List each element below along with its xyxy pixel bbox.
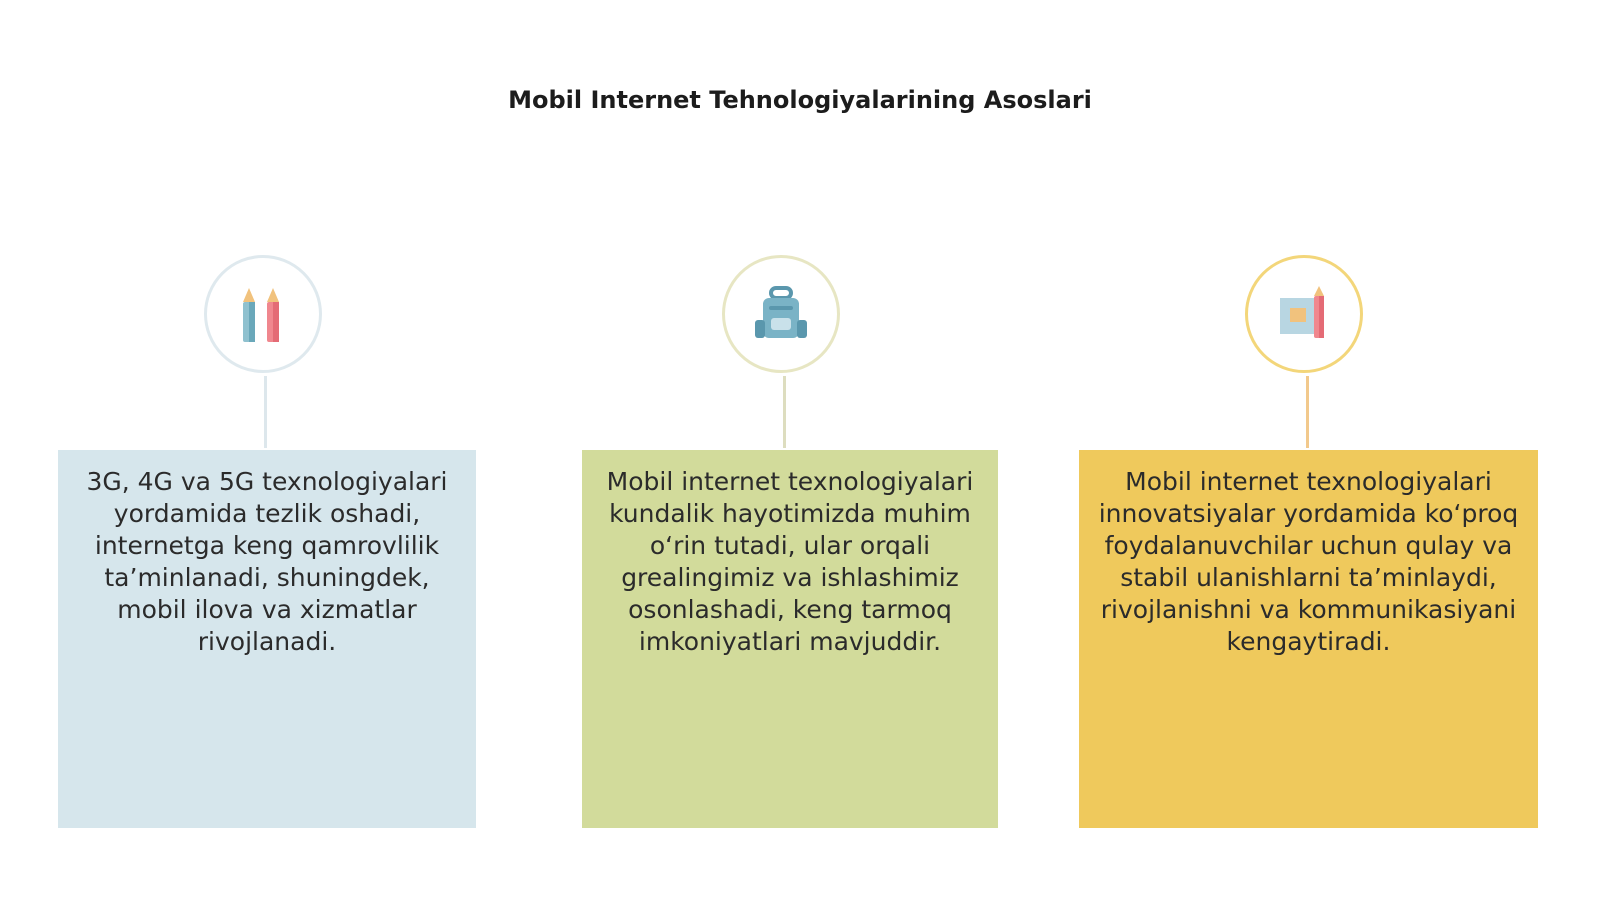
icon-circle-3	[1245, 255, 1363, 373]
card-text: Mobil internet texnologiyalari innovatsiyalar yordamida ko‘proq foydalanuvchilar uchun qulay va stabil ulanishlarni ta’minlaydi, rivojlanishni va kommunikasiyani kengaytiradi.	[1098, 467, 1519, 656]
info-card-3	[1079, 450, 1538, 828]
icon-circle-2	[722, 255, 840, 373]
info-card-2	[582, 450, 998, 828]
connector-line-2	[783, 376, 786, 448]
info-card-1	[58, 450, 476, 828]
card-text: Mobil internet texnologiyalari kundalik hayotimizda muhim o‘rin tutadi, ular orqali grealingimiz va ishlashimiz osonlashadi, keng tarmoq imkoniyatlari mavjuddir.	[606, 467, 974, 656]
page-title: Mobil Internet Tehnologiyalarining Asoslari	[508, 86, 1092, 114]
icon-circle-1	[204, 255, 322, 373]
card-text: 3G, 4G va 5G texnologiyalari yordamida tezlik oshadi, internetga keng qamrovlilik ta’minlanadi, shuningdek, mobil ilova va xizmatlar rivojlanadi.	[86, 467, 448, 656]
connector-line-3	[1306, 376, 1309, 448]
backpack-icon	[751, 284, 811, 344]
pencils-icon	[235, 282, 291, 346]
book-pencil-icon	[1274, 284, 1334, 344]
connector-line-1	[264, 376, 267, 448]
